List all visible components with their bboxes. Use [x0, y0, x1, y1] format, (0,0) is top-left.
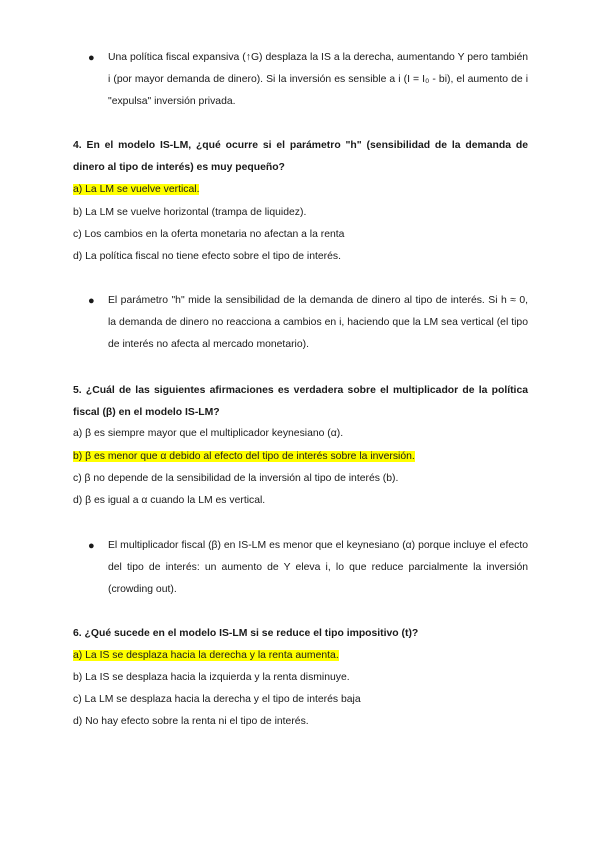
q5-option-a: a) β es siempre mayor que el multiplicador keynesiano (α). — [73, 428, 344, 439]
bullet-text-expansive-policy: Una política fiscal expansiva (↑G) desplaza la IS a la derecha, aumentando Y pero también i (por mayor demanda de dinero). Si la inversión es sensible a i (I = I₀ - bi), el aumento de i "expulsa" inversión privada. — [108, 52, 528, 107]
bullet-icon: ● — [88, 295, 95, 307]
q4-option-c: c) Los cambios en la oferta monetaria no afectan a la renta — [73, 229, 345, 240]
q5-option-b — [73, 446, 415, 468]
q6-option-b: b) La IS se desplaza hacia la izquierda y la renta disminuye. — [73, 672, 350, 683]
answer-highlight: a) La IS se desplaza hacia la derecha y la renta aumenta. — [73, 650, 339, 661]
question-5: 5. ¿Cuál de las siguientes afirmaciones es verdadera sobre el multiplicador de la política fiscal (β) en el modelo IS-LM? — [73, 385, 528, 418]
answer-highlight: a) La LM se vuelve vertical. — [73, 184, 200, 195]
q5-option-d: d) β es igual a α cuando la LM es vertical. — [73, 495, 266, 506]
q6-option-d: d) No hay efecto sobre la renta ni el tipo de interés. — [73, 716, 309, 727]
answer-highlight: b) β es menor que α debido al efecto del tipo de interés sobre la inversión. — [73, 451, 415, 462]
q5-explanation: El multiplicador fiscal (β) en IS-LM es menor que el keynesiano (α) porque incluye el efecto del tipo de interés: un aumento de Y eleva i, lo que reduce parcialmente la inversión (crowding out). — [108, 540, 528, 595]
q4-option-b: b) La LM se vuelve horizontal (trampa de liquidez). — [73, 207, 307, 218]
q6-option-a — [73, 645, 339, 667]
bullet-icon: ● — [88, 540, 95, 552]
q4-option-a — [73, 179, 199, 201]
q5-option-c: c) β no depende de la sensibilidad de la inversión al tipo de interés (b). — [73, 473, 399, 484]
question-4: 4. En el modelo IS-LM, ¿qué ocurre si el parámetro "h" (sensibilidad de la demanda de dinero al tipo de interés) es muy pequeño? — [73, 140, 528, 173]
q4-option-d: d) La política fiscal no tiene efecto sobre el tipo de interés. — [73, 251, 342, 262]
q6-option-c: c) La LM se desplaza hacia la derecha y el tipo de interés baja — [73, 694, 361, 705]
question-6: 6. ¿Qué sucede en el modelo IS-LM si se reduce el tipo impositivo (t)? — [73, 628, 419, 639]
q4-explanation: El parámetro "h" mide la sensibilidad de la demanda de dinero al tipo de interés. Si h ≈ 0, la demanda de dinero no reacciona a cambios en i, haciendo que la LM sea vertical (el tipo de interés no afecta al mercado monetario). — [108, 295, 528, 350]
bullet-icon: ● — [88, 52, 95, 64]
